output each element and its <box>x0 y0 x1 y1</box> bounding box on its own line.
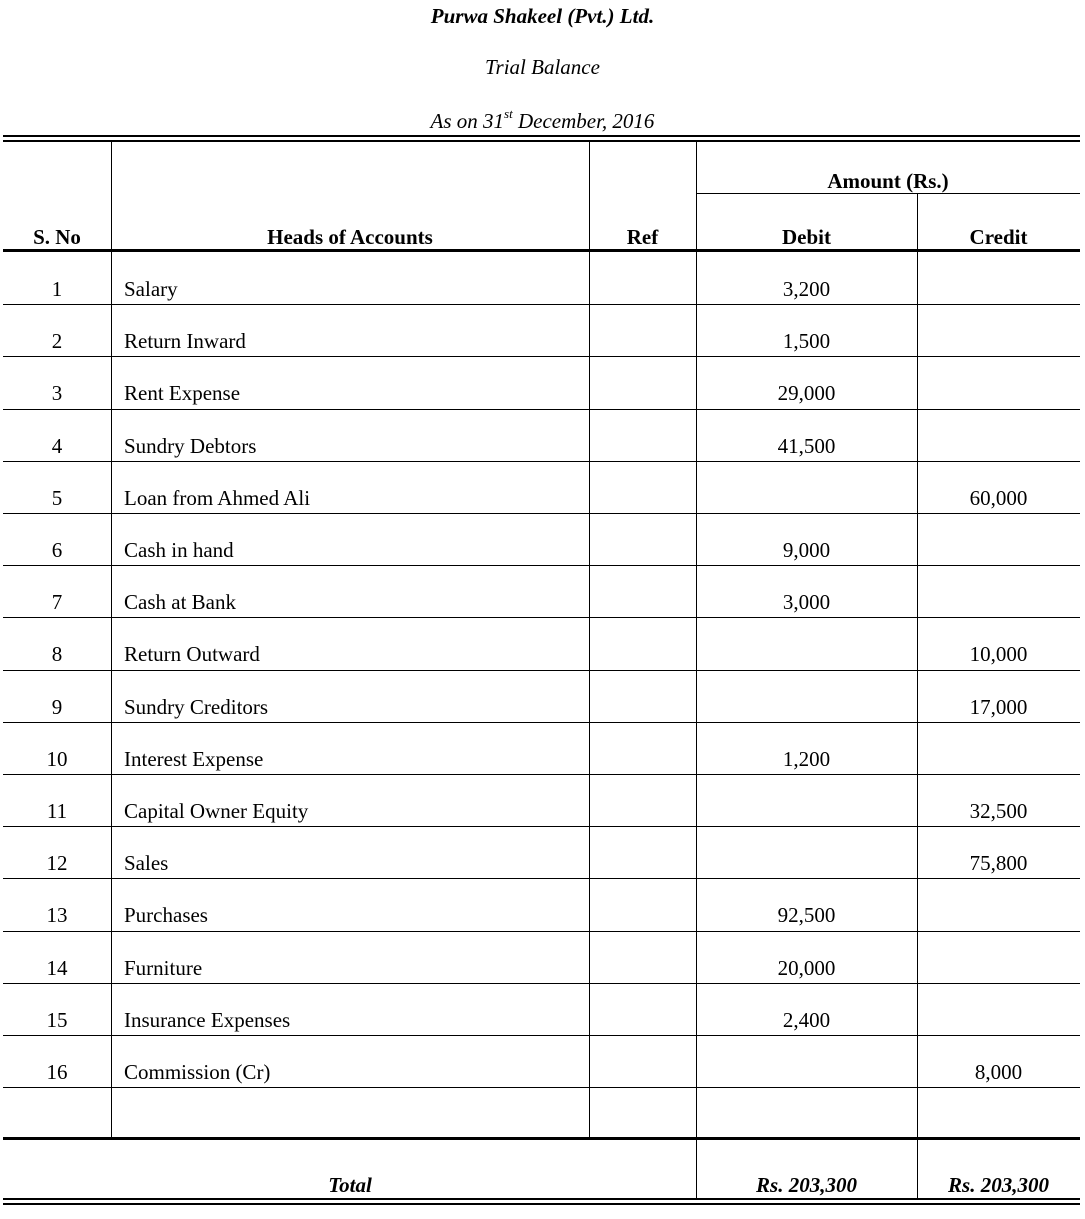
row-head: Sundry Debtors <box>124 434 257 458</box>
row-head: Capital Owner Equity <box>124 799 309 823</box>
row-debit: 2,400 <box>782 1008 831 1032</box>
top-rule-outer <box>3 135 1080 137</box>
row-divider <box>3 1087 1080 1088</box>
row-sno: 11 <box>46 799 68 823</box>
row-sno: 9 <box>51 695 63 719</box>
top-rule-inner <box>3 140 1080 142</box>
column-sno: S. No <box>33 225 81 249</box>
column-ref: Ref <box>626 225 659 249</box>
column-amount: Amount (Rs.) <box>827 169 949 193</box>
date-ordinal: st <box>504 106 513 121</box>
row-sno: 14 <box>46 956 68 980</box>
total-debit: Rs. 203,300 <box>756 1173 857 1197</box>
total-rule <box>3 1137 1080 1140</box>
row-credit: 10,000 <box>969 642 1028 666</box>
row-debit: 29,000 <box>777 381 836 405</box>
company-name: Purwa Shakeel (Pvt.) Ltd. <box>430 4 655 28</box>
bottom-rule-outer <box>3 1198 1080 1200</box>
row-divider <box>3 304 1080 305</box>
row-head: Furniture <box>124 956 203 980</box>
row-debit: 3,200 <box>782 277 831 301</box>
column-debit: Debit <box>782 225 831 249</box>
total-credit: Rs. 203,300 <box>948 1173 1049 1197</box>
row-divider <box>3 670 1080 671</box>
row-divider <box>3 513 1080 514</box>
row-divider <box>3 983 1080 984</box>
row-head: Cash at Bank <box>124 590 236 614</box>
col-divider-sno <box>111 142 112 1138</box>
row-sno: 6 <box>51 538 63 562</box>
row-head: Interest Expense <box>124 747 264 771</box>
row-sno: 12 <box>46 851 68 875</box>
row-debit: 1,200 <box>782 747 831 771</box>
total-label: Total <box>328 1173 372 1197</box>
row-divider <box>3 931 1080 932</box>
row-divider <box>3 1035 1080 1036</box>
row-head: Sundry Creditors <box>124 695 269 719</box>
row-sno: 13 <box>46 903 68 927</box>
row-divider <box>3 722 1080 723</box>
row-sno: 1 <box>51 277 63 301</box>
row-head: Sales <box>124 851 169 875</box>
row-debit: 9,000 <box>782 538 831 562</box>
bottom-rule-inner <box>3 1203 1080 1205</box>
row-head: Insurance Expenses <box>124 1008 291 1032</box>
row-divider <box>3 356 1080 357</box>
row-debit: 3,000 <box>782 590 831 614</box>
row-debit: 92,500 <box>777 903 836 927</box>
row-divider <box>3 461 1080 462</box>
row-credit: 8,000 <box>974 1060 1023 1084</box>
row-credit: 32,500 <box>969 799 1028 823</box>
row-sno: 16 <box>46 1060 68 1084</box>
row-sno: 5 <box>51 486 63 510</box>
row-head: Loan from Ahmed Ali <box>124 486 311 510</box>
row-divider <box>3 826 1080 827</box>
row-sno: 2 <box>51 329 63 353</box>
row-sno: 4 <box>51 434 63 458</box>
col-divider-debit <box>917 193 918 1199</box>
row-head: Rent Expense <box>124 381 241 405</box>
row-head: Return Inward <box>124 329 246 353</box>
row-divider <box>3 409 1080 410</box>
row-sno: 3 <box>51 381 63 405</box>
row-sno: 7 <box>51 590 63 614</box>
date-suffix: December, 2016 <box>512 109 655 133</box>
row-head: Purchases <box>124 903 208 927</box>
row-head: Cash in hand <box>124 538 234 562</box>
row-sno: 8 <box>51 642 63 666</box>
row-divider <box>3 878 1080 879</box>
statement-date <box>0 108 1085 134</box>
col-divider-ref <box>696 142 697 1199</box>
column-credit: Credit <box>969 225 1028 249</box>
date-prefix: As on 31 <box>430 109 505 133</box>
row-head: Commission (Cr) <box>124 1060 271 1084</box>
row-debit: 20,000 <box>777 956 836 980</box>
column-heads: Heads of Accounts <box>267 225 433 249</box>
row-divider <box>3 617 1080 618</box>
row-debit: 1,500 <box>782 329 831 353</box>
row-credit: 60,000 <box>969 486 1028 510</box>
row-sno: 10 <box>46 747 68 771</box>
statement-title: Trial Balance <box>485 55 600 79</box>
row-head: Salary <box>124 277 178 301</box>
row-credit: 75,800 <box>969 851 1028 875</box>
row-divider <box>3 565 1080 566</box>
row-sno: 15 <box>46 1008 68 1032</box>
row-divider <box>3 774 1080 775</box>
row-credit: 17,000 <box>969 695 1028 719</box>
row-head: Return Outward <box>124 642 260 666</box>
row-debit: 41,500 <box>777 434 836 458</box>
col-divider-heads <box>589 142 590 1138</box>
